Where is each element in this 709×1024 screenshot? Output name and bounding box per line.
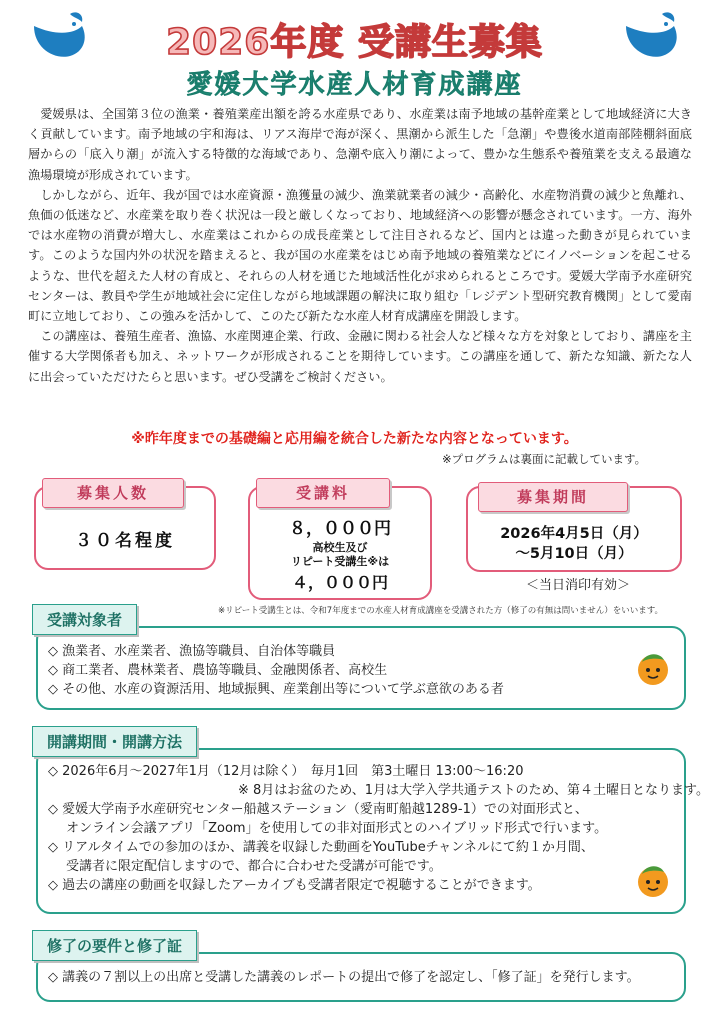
schedule-list [48,762,709,895]
period-label: 募集期間 [478,482,628,512]
fee-sub-text: 高校生及び [312,541,368,554]
intro-paragraph: この講座は、養殖生産者、漁協、水産関連企業、行政、金融に関わる社会人など様々な方を対象としており、講座を主催する大学関係者も加え、ネットワークが形成されることを期待しています。この講座を通して、新たな知識、新たな人に出会っていただけたらと思います。ぜひ受講をご検討ください。 [28,329,692,384]
list-item: ◇ 講義の７割以上の出席と受講した講義のレポートの提出で修了を認定し、「修了証」を発行します。 [48,970,640,985]
mascot-icon [634,648,672,688]
capacity-value: ３０名程度 [75,531,175,551]
capacity-label: 募集人数 [42,478,184,508]
fee-value: ８，０００円 [289,519,391,539]
page-title: 2026年度 受講生募集 [166,22,543,63]
capacity-box [34,486,216,570]
intro-paragraph: 愛媛県は、全国第３位の漁業・養殖業産出額を誇る水産県であり、水産業は南予地域の基幹産業として地域経済に大きく貢献しています。南予地域の宇和海は、リアス海岸で海が深く、黒潮から派生した「急潮」や豊後水道南部陸棚斜面底層からの「底入り潮」が流入する特徴的な海域であり、急潮や底入り潮によって、豊かな生態系や養殖業を支える最適な漁場環境が形成されています。 [28,107,692,182]
fee-sub-text: リピート受講生※は [290,555,390,568]
period-line: ～5月10日（月） [515,546,633,562]
fee-box [248,486,432,600]
list-item: ◇ その他、水産の資源活用、地域振興、産業創出等について学ぶ意欲のある者 [48,682,504,697]
completion-list [48,968,640,987]
schedule-section [36,733,709,914]
completion-section [36,937,686,1002]
repeat-student-note: ※リピート受講生とは、令和7年度までの水産人材育成講座を受講された方（修了の有無は問いません）をいいます。 [218,606,664,616]
list-item: ◇ リアルタイムでの参加のほか、講義を収録した動画をYouTubeチャンネルにて約１か月間、 [48,840,594,855]
list-item: 受講者に限定配信しますので、都合に合わせた受講が可能です。 [66,859,442,874]
list-item: ◇ 2026年6月～2027年1月（12月は除く） 毎月1回 第3土曜日 13:00～16:20 [48,764,524,779]
schedule-title: 開講期間・開講方法 [32,726,197,757]
target-title: 受講対象者 [32,604,137,635]
period-box [466,486,682,572]
completion-title: 修了の要件と修了証 [32,930,197,961]
list-item: ◇ 商工業者、農林業者、農協等職員、金融関係者、高校生 [48,663,388,678]
notice-text: ※昨年度までの基礎編と応用編を統合した新たな内容となっています。 [131,431,578,447]
list-item: ◇ 過去の講座の動画を収録したアーカイブも受講者限定で視聴することができます。 [48,878,541,893]
fee-sub-value: ４，０００円 [291,573,388,592]
program-note: ※プログラムは裏面に記載しています。 [442,452,647,466]
page-subtitle: 愛媛大学水産人材育成講座 [186,70,523,100]
list-item: ◇ 漁業者、水産業者、漁協等職員、自治体等職員 [48,644,336,659]
period-line: 2026年4月5日（月） [500,526,648,542]
intro-text [28,104,692,387]
fee-label: 受講料 [256,478,390,508]
intro-paragraph: しかしながら、近年、我が国では水産資源・漁獲量の減少、漁業就業者の減少・高齢化、水産物消費の減少と魚離れ、魚価の低迷など、水産業を取り巻く状況は一段と厳しくなっており、地域経済への影響が懸念されています。一方、海外では水産物の消費が増大し、水産業はこれからの成長産業として注目されるなど、国内とは違った動きが見られています。このような国内外の状況を踏まえると、我が国の水産業をはじめ南予地域の養殖業などにイノベーションを起こせるような、世代を超えた人材の育成と、それらの人材を通じた地域活性化が求められるところです。愛媛大学南予水産研究センターは、教員や学生が地域社会に定住しながら地域課題の解決に取り組む「レジデント型研究教育機関」として愛南町に立地しており、この強みを活かして、このたび新たな水産人材育成講座を開設します。 [28,187,692,324]
list-item: オンライン会議アプリ「Zoom」を使用しての非対面形式とのハイブリッド形式で行います。 [66,821,608,836]
target-list [48,642,504,699]
list-item: ※ 8月はお盆のため、1月は大学入学共通テストのため、第４土曜日となります。 [238,783,709,798]
postmark-note: ＜当日消印有効＞ [525,578,630,593]
list-item: ◇ 愛媛大学南予水産研究センター船越ステーション（愛南町船越1289-1）での対面形式と、 [48,802,588,817]
mascot-icon [634,860,672,900]
